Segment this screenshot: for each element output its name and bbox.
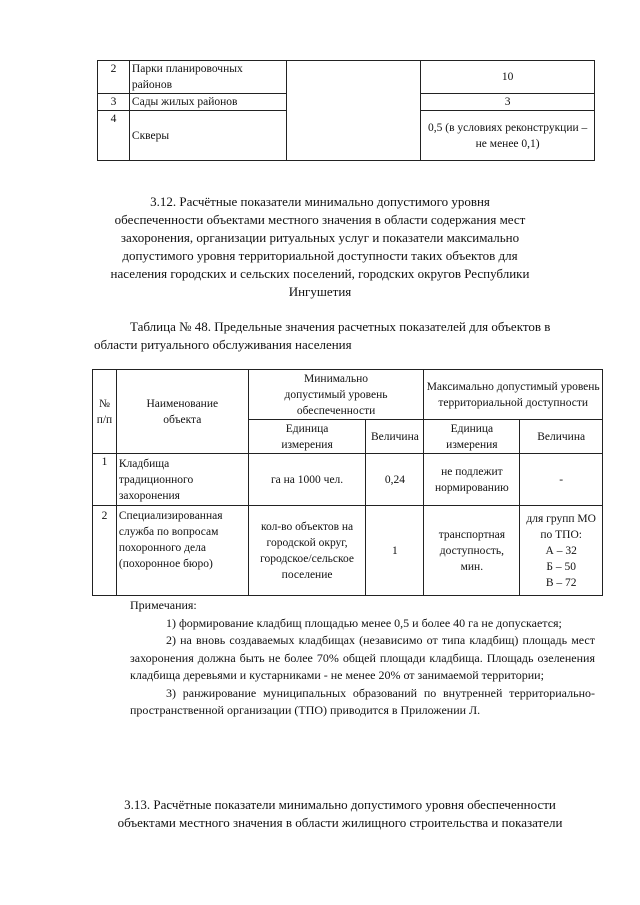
heading-line: 3.12. Расчётные показатели минимально допустимого уровня	[150, 194, 490, 209]
notes-block	[130, 597, 595, 720]
row-max-unit: не подлежит нормированию	[424, 454, 520, 506]
table-row	[98, 61, 595, 94]
note-3: 3) ранжирование муниципальных образований по внутренней территориально-пространственной организации (ТПО) приводится в Приложении Л.	[130, 685, 595, 717]
header-max-group: Максимально допустимый уровень территориальной доступности	[424, 370, 603, 420]
row-number: 2	[98, 61, 130, 94]
header-num: № п/п	[93, 370, 117, 454]
row-min-value: 0,24	[366, 454, 424, 506]
header-value: Величина	[366, 420, 424, 454]
note-1: 1) формирование кладбищ площадью менее 0,5 и более 40 га не допускается;	[166, 615, 562, 630]
heading-line: обеспеченности объектами местного значения в области содержания мест	[114, 212, 526, 227]
empty-merged-cell	[286, 61, 421, 161]
max-value-line: Б – 50	[546, 560, 576, 573]
top-table	[97, 60, 595, 161]
row-min-unit: га на 1000 чел.	[248, 454, 366, 506]
heading-line: населения городских и сельских поселений, городских округов Республики	[110, 266, 530, 281]
max-value-line: А – 32	[545, 544, 577, 557]
row-min-value: 1	[366, 506, 424, 596]
header-unit2: Единица измерения	[424, 420, 520, 454]
row-number: 3	[98, 94, 130, 111]
max-value-line: для групп МО по ТПО:	[526, 512, 596, 541]
heading-line: 3.13. Расчётные показатели минимально допустимого уровня обеспеченности	[124, 797, 556, 812]
note-2: 2) на вновь создаваемых кладбищах (независимо от типа кладбищ) площадь мест захоронения должна быть не более 70% общей площади кладбища. Площадь озеленения кладбища деревьями и кустарниками - не менее 20% от занимаемой территории;	[130, 633, 595, 682]
table-48	[92, 369, 603, 596]
row-name: Сады жилых районов	[129, 94, 286, 111]
table-caption	[94, 318, 599, 354]
row-number: 2	[93, 506, 117, 596]
row-name: Специализированная служба по вопросам похоронного дела (похоронное бюро)	[116, 506, 248, 596]
section-3-12-heading	[60, 193, 580, 301]
caption-line: Таблица № 48. Предельные значения расчетных показателей для объектов в	[130, 319, 551, 334]
table-header-row	[93, 370, 603, 420]
header-min-group: Минимально допустимый уровень обеспеченности	[248, 370, 424, 420]
row-name: Парки планировочных районов	[129, 61, 286, 94]
heading-line: Ингушетия	[288, 284, 352, 299]
notes-title: Примечания:	[130, 598, 197, 612]
row-number: 4	[98, 111, 130, 161]
table-row	[93, 454, 603, 506]
max-value-line: В – 72	[545, 576, 577, 589]
table-row	[93, 506, 603, 596]
header-name: Наименование объекта	[116, 370, 248, 454]
row-value: 10	[421, 61, 595, 94]
row-name: Скверы	[129, 111, 286, 161]
row-max-value	[520, 506, 603, 596]
row-number: 1	[93, 454, 117, 506]
caption-line: области ритуального обслуживания населения	[94, 337, 352, 352]
header-value2: Величина	[520, 420, 603, 454]
row-min-unit: кол-во объектов на городской округ, городское/сельское поселение	[248, 506, 366, 596]
row-max-unit: транспортная доступность, мин.	[424, 506, 520, 596]
header-unit: Единица измерения	[248, 420, 366, 454]
heading-line: допустимого уровня территориальной доступности таких объектов для	[122, 248, 518, 263]
row-value: 3	[421, 94, 595, 111]
row-name: Кладбища традиционного захоронения	[116, 454, 248, 506]
row-value: 0,5 (в условиях реконструкции – не менее 0,1)	[421, 111, 595, 161]
heading-line: захоронения, организации ритуальных услуг и показатели максимально	[120, 230, 520, 245]
section-3-13-heading	[70, 796, 610, 832]
row-max-value: -	[520, 454, 603, 506]
heading-line: объектами местного значения в области жилищного строительства и показатели	[117, 815, 563, 830]
